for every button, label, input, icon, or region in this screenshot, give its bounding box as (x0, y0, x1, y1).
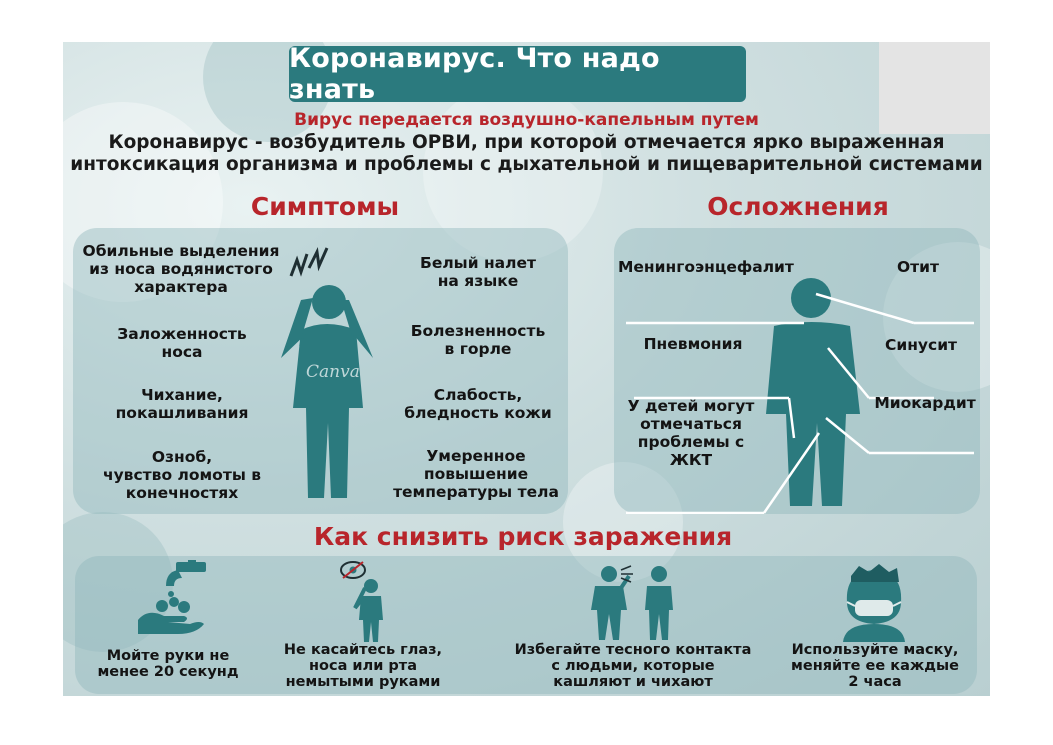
avoid-contact-icon (583, 562, 683, 642)
prevention-face-text: Не касайтесь глаз, носа или рта немытыми руками (283, 642, 443, 690)
symptom-sneezing: Чихание, покашливания (115, 386, 249, 422)
no-face-touch-icon (333, 558, 393, 644)
symptom-chills: Озноб, чувство ломоты в конечностях (102, 448, 262, 502)
symptoms-heading: Симптомы (250, 192, 400, 221)
symptom-discharge: Обильные выделения из носа водянистого характера (82, 242, 280, 296)
symptom-throat: Болезненность в горле (410, 322, 546, 358)
complication-sinusitis: Синусит (884, 336, 958, 354)
complication-pneumonia: Пневмония (643, 335, 743, 353)
description-line-2: интоксикация организма и проблемы с дыхательной и пищеварительной системами (70, 154, 983, 175)
handwash-icon (138, 560, 218, 636)
complication-meningo: Менингоэнцефалит (618, 258, 794, 276)
complication-children: У детей могут отмечаться проблемы с ЖКТ (627, 397, 755, 469)
symptom-weakness: Слабость, бледность кожи (404, 386, 552, 422)
mask-icon (839, 562, 909, 642)
symptom-congestion: Заложенность носа (117, 325, 247, 361)
transmission-text: Вирус передается воздушно-капельным путем (294, 110, 759, 130)
prevention-heading: Как снизить риск заражения (313, 522, 733, 551)
symptom-tongue: Белый налет на языке (420, 254, 536, 290)
watermark-text: Canva (306, 362, 360, 382)
complication-otitis: Отит (896, 258, 939, 276)
prevention-mask-text: Используйте маску, меняйте ее каждые 2 часа (791, 642, 959, 690)
complication-myocarditis: Миокардит (874, 394, 976, 412)
page-title: Коронавирус. Что надо знать (289, 46, 746, 102)
poster (63, 42, 990, 696)
description-line-1: Коронавирус - возбудитель ОРВИ, при которой отмечается ярко выраженная (108, 132, 945, 153)
complications-heading: Осложнения (707, 192, 889, 221)
symptom-fever: Умеренное повышение температуры тела (393, 447, 559, 501)
prevention-handwash-text: Мойте руки не менее 20 секунд (97, 648, 239, 680)
prevention-contact-text: Избегайте тесного контакта с людьми, которые кашляют и чихают (514, 642, 752, 690)
